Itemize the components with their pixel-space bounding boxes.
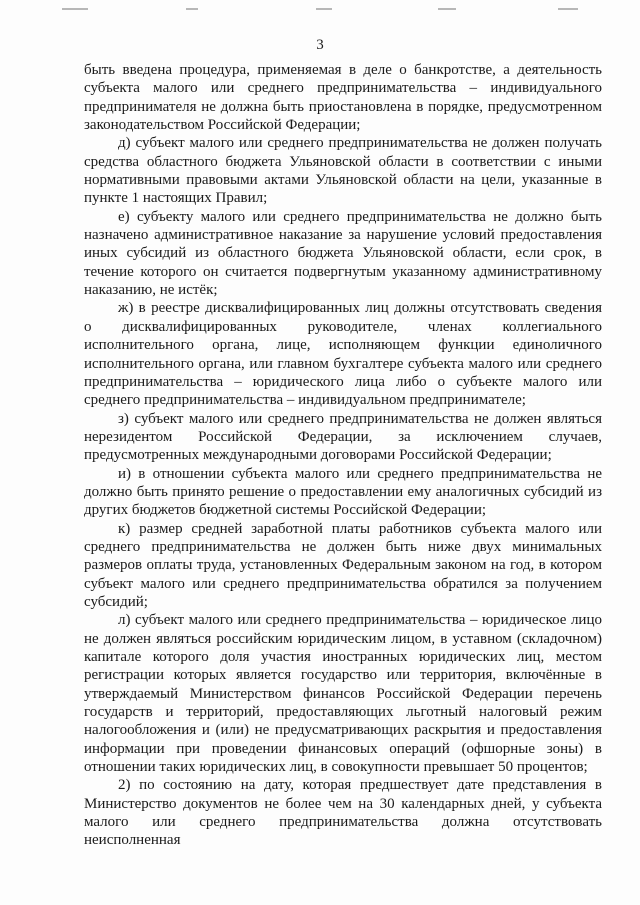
page-number: 3 — [316, 37, 324, 53]
scan-artifact — [438, 8, 456, 10]
document-body — [84, 61, 602, 850]
scan-artifact — [62, 8, 88, 10]
paragraph: д) субъект малого или среднего предпринимательства не должен получать средства областного бюджета Ульяновской области в соответствии с иными нормативными правовыми актами Ульяновской области на цели, указанные в пункте 1 настоящих Правил; — [84, 135, 602, 207]
paragraph: быть введена процедура, применяемая в деле о банкротстве, а деятельность субъекта малого или среднего предпринимательства – индивидуального предпринимателя не должна быть приостановлена в порядке, предусмотренном законодательством Российской Федерации; — [84, 62, 602, 134]
paragraph: к) размер средней заработной платы работников субъекта малого или среднего предпринимательства не должен быть ниже двух минимальных размеров оплаты труда, установленных Федеральным законом на год, в котором субъект малого или среднего предпринимательства обратился за получением субсидий; — [84, 520, 602, 610]
paragraph: л) субъект малого или среднего предпринимательства – юридическое лицо не должен являться российским юридическим лицом, в уставном (складочном) капитале которого доля участия иностранных юридических лиц, местом регистрации которых является государство или территория, включённые в утверждаемый Министерством финансов Российской Федерации перечень государств и территорий, предоставляющих льготный налоговый режим налогообложения и (или) не предусматривающих раскрытия и предоставления информации при проведении финансовых операций (офшорные зоны) в отношении таких юридических лиц, в совокупности превышает 50 процентов; — [84, 612, 602, 776]
paragraph: з) субъект малого или среднего предпринимательства не должен являться нерезидентом Российской Федерации, за исключением случаев, предусмотренных международными договорами Российской Федерации; — [84, 410, 602, 464]
scan-artifact — [186, 8, 198, 10]
paragraph: и) в отношении субъекта малого или среднего предпринимательства не должно быть принято решение о предоставлении ему аналогичных субсидий из других бюджетов бюджетной системы Российской Федерации; — [84, 465, 602, 519]
scan-artifact — [558, 8, 578, 10]
scan-artifact — [316, 8, 332, 10]
paragraph: ж) в реестре дисквалифицированных лиц должны отсутствовать сведения о дисквалифицированных руководителе, членах коллегиального исполнительного органа, лице, исполняющем функции единоличного исполнительного органа, или главном бухгалтере субъекта малого или среднего предпринимательства – юридического лица либо о субъекте малого или среднего предпринимательства – индивидуальном предпринимателе; — [84, 300, 602, 409]
paragraph: е) субъекту малого или среднего предпринимательства не должно быть назначено административное наказание за нарушение условий предоставления иных субсидий из областного бюджета Ульяновской области, если срок, в течение которого он считается подвергнутым указанному административному наказанию, не истёк; — [84, 208, 602, 299]
paragraph: 2) по состоянию на дату, которая предшествует дате представления в Министерство документов не более чем на 30 календарных дней, у субъекта малого или среднего предпринимательства должна отсутствовать неисполненная — [84, 777, 602, 849]
